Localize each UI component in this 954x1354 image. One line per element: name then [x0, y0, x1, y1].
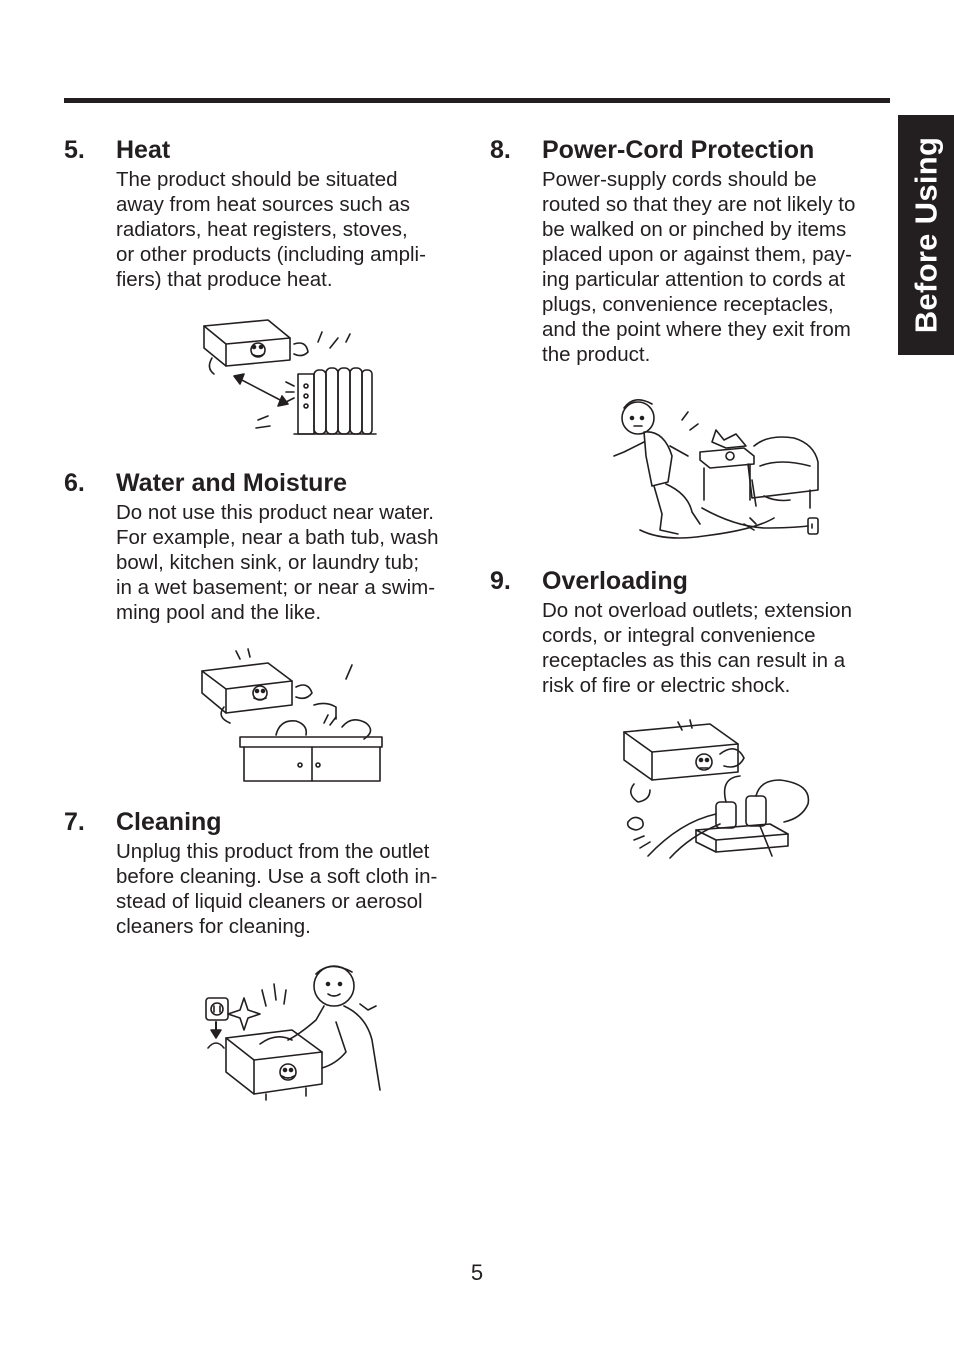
body-line: Do not use this product near water.: [116, 501, 434, 524]
body-line: bowl, kitchen sink, or laundry tub;: [116, 551, 420, 574]
body-line: the product.: [542, 343, 651, 366]
section-body: [542, 598, 895, 698]
body-line: before cleaning. Use a soft cloth in-: [116, 865, 438, 888]
section-number: 7.: [64, 808, 85, 836]
section-water-moisture: [64, 468, 484, 625]
body-line: away from heat sources such as: [116, 193, 410, 216]
water-illustration: [196, 645, 388, 785]
cleaning-illustration: [196, 960, 392, 1105]
body-line: in a wet basement; or near a swim-: [116, 576, 436, 599]
body-line: The product should be situated: [116, 168, 398, 191]
section-number: 6.: [64, 469, 85, 497]
body-line: Do not overload outlets; extension: [542, 599, 852, 622]
heat-illustration: [198, 312, 388, 442]
body-line: plugs, convenience receptacles,: [542, 293, 834, 316]
section-title: Power-Cord Protection: [542, 136, 815, 164]
body-line: ing particular attention to cords at: [542, 268, 846, 291]
body-line: cords, or integral convenience: [542, 624, 816, 647]
section-body: [116, 839, 484, 939]
section-power-cord: [490, 135, 895, 367]
section-heat: [64, 135, 484, 292]
section-title: Cleaning: [116, 808, 222, 836]
overloading-illustration: [620, 718, 816, 863]
body-line: Power-supply cords should be: [542, 168, 817, 191]
section-title: Water and Moisture: [116, 469, 348, 497]
body-line: risk of fire or electric shock.: [542, 674, 791, 697]
body-line: ming pool and the like.: [116, 601, 322, 624]
body-line: For example, near a bath tub, wash: [116, 526, 439, 549]
section-title: Overloading: [542, 567, 688, 595]
power-cord-illustration: [604, 390, 828, 546]
section-body: [116, 167, 484, 292]
section-title: Heat: [116, 136, 171, 164]
body-line: radiators, heat registers, stoves,: [116, 218, 408, 241]
body-line: fiers) that produce heat.: [116, 268, 333, 291]
section-number: 8.: [490, 136, 511, 164]
body-line: and the point where they exit from: [542, 318, 851, 341]
section-body: [116, 500, 484, 625]
side-tab-label: Before Using: [908, 136, 943, 334]
body-line: receptacles as this can result in a: [542, 649, 846, 672]
section-body: [542, 167, 895, 367]
body-line: placed upon or against them, pay-: [542, 243, 852, 266]
body-line: stead of liquid cleaners or aerosol: [116, 890, 423, 913]
body-line: be walked on or pinched by items: [542, 218, 847, 241]
body-line: Unplug this product from the outlet: [116, 840, 430, 863]
section-number: 9.: [490, 567, 511, 595]
section-cleaning: [64, 807, 484, 939]
body-line: cleaners for cleaning.: [116, 915, 311, 938]
body-line: or other products (including ampli-: [116, 243, 426, 266]
body-line: routed so that they are not likely to: [542, 193, 856, 216]
section-overloading: [490, 566, 895, 698]
page-number: 5: [470, 1260, 484, 1285]
side-tab: [898, 115, 954, 355]
section-number: 5.: [64, 136, 85, 164]
top-rule: [64, 98, 890, 103]
